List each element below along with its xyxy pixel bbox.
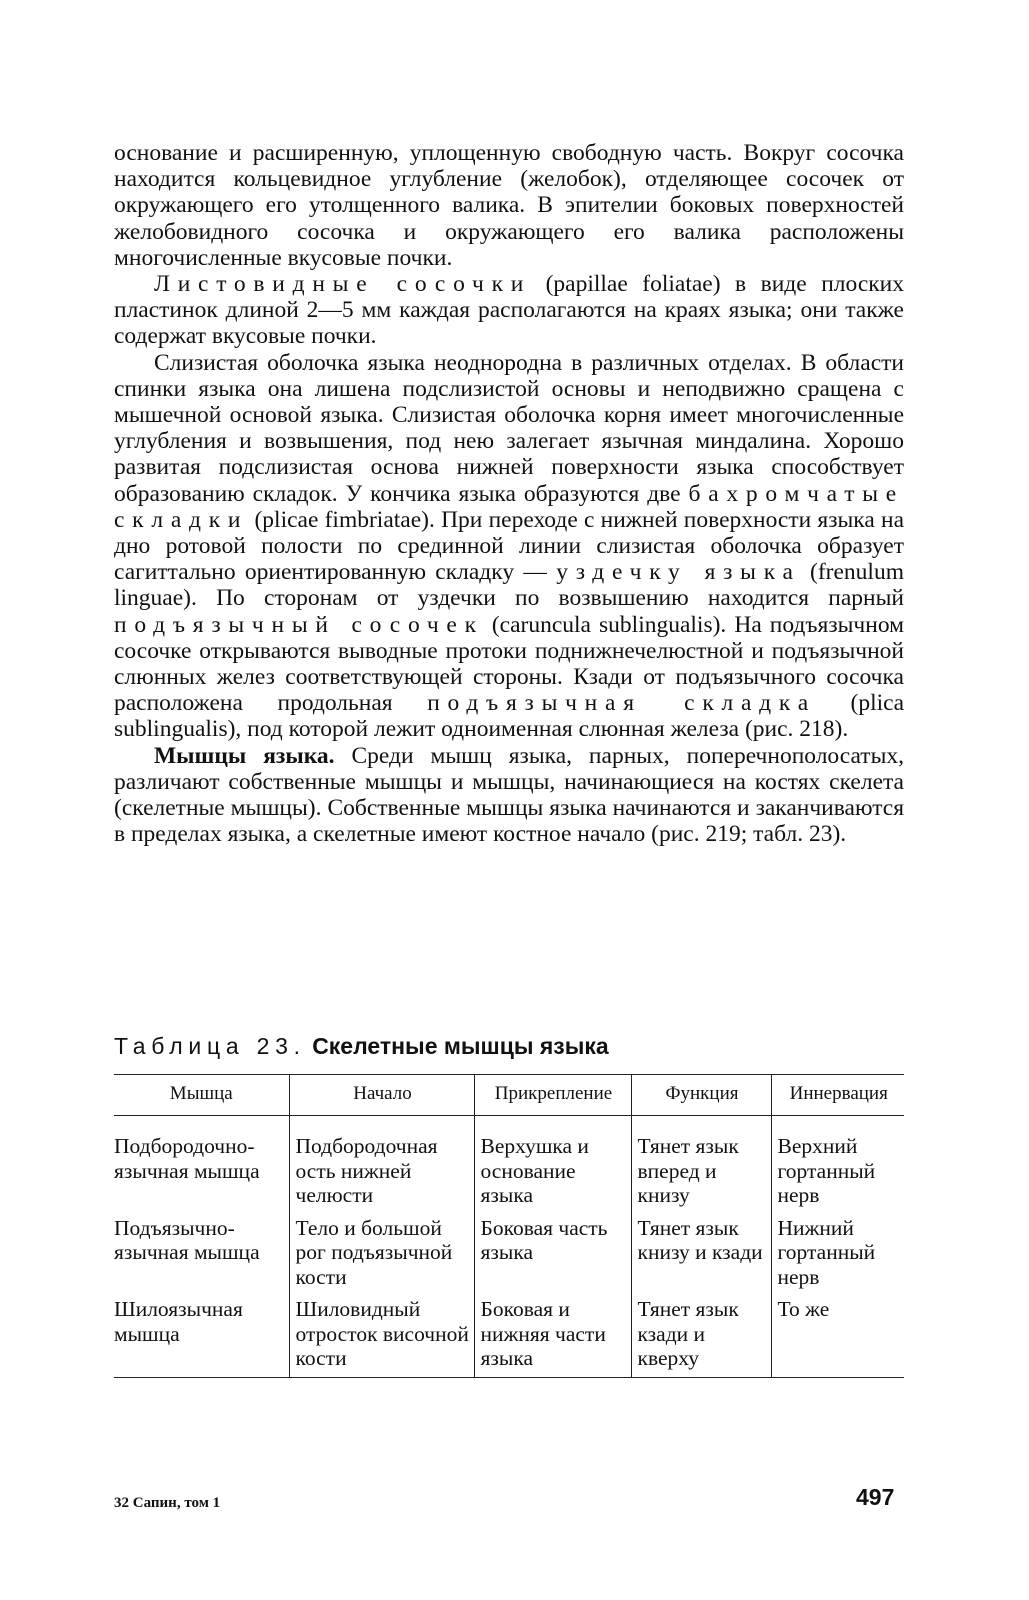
header-muscle: Мышца (114, 1075, 289, 1116)
term-fimbriated-folds: бахромчатые складки (114, 480, 904, 533)
table-cell: Шиловидный отросток височной кости (289, 1293, 474, 1377)
term-sublingual-fold: подъязычная складка (427, 690, 816, 717)
table-cell: Боковая и нижняя части языка (474, 1293, 631, 1377)
table-caption (114, 1033, 609, 1060)
table-cell: То же (771, 1293, 904, 1377)
table-cell: Верхний гортанный нерв (771, 1116, 904, 1212)
header-origin: Начало (289, 1075, 474, 1116)
paragraph-2 (114, 271, 904, 350)
paragraph-4-text: Среди мышц языка, парных, поперечнополосатых, различают собственные мышцы и мышцы, начинающиеся на костях скелета (скелетные мышцы). Собственные мышцы языка начинаются и заканчиваются в пределах языка, а скелетные имеют костное начало (рис. 219; табл. 23). (114, 742, 904, 848)
header-innervation: Иннервация (771, 1075, 904, 1116)
table-cell: Нижний гортанный нерв (771, 1212, 904, 1294)
paragraph-3 (114, 350, 904, 743)
table-cell: Боковая часть языка (474, 1212, 631, 1294)
paragraph-3-text-d: (caruncula sublingualis). На подъязычном сосочке открываются выводные протоки поднижнечелюстной и подъязычной слюнных желез соответствующей стороны. Кзади от подъязычного сосочка расположена продольная (114, 611, 904, 717)
table-cell: Тянет язык книзу и кзади (631, 1212, 771, 1294)
term-sublingual-caruncle: подъязычный сосочек (114, 611, 484, 638)
term-foliate-papillae: Листовидные сосочки (154, 271, 532, 298)
muscles-table (114, 1074, 904, 1378)
section-heading-tongue-muscles: Мышцы языка. (154, 742, 335, 769)
table-row (114, 1212, 904, 1294)
table-cell: Тянет язык вперед и книзу (631, 1116, 771, 1212)
table-caption-label: Таблица 23. (114, 1033, 306, 1059)
header-insertion: Прикрепление (474, 1075, 631, 1116)
table-cell: Тянет язык кзади и кверху (631, 1293, 771, 1377)
paragraph-3-text-e: (plica sublingualis), под которой лежит одноименная слюнная железа (рис. 218). (114, 690, 905, 743)
paragraph-3-text-b: (plicae fimbriatae). При переходе с нижней поверхности языка на дно ротовой полости по срединной линии слизистая оболочка образует сагиттально ориентированную складку — (114, 506, 904, 586)
body-text (114, 140, 904, 847)
paragraph-4 (114, 743, 904, 848)
paragraph-2-text: (papillae foliatae) в виде плоских пластинок длиной 2—5 мм каждая располагаются на краях языка; они также содержат вкусовые почки. (114, 271, 905, 350)
header-function: Функция (631, 1075, 771, 1116)
table-header-row (114, 1075, 904, 1116)
signature-mark: 32 Сапин, том 1 (114, 1495, 221, 1511)
table-cell: Тело и большой рог подъязычной кости (289, 1212, 474, 1294)
table-row (114, 1116, 904, 1212)
paragraph-3-text-c: (frenulum linguae). По сторонам от уздечки по возвышению находится парный (114, 559, 904, 612)
paragraph-1: основание и расширенную, уплощенную свободную часть. Вокруг сосочка находится кольцевидное углубление (желобок), отделяющее сосочек от окружающего его утолщенного валика. В эпителии боковых поверхностей желобовидного сосочка и окружающего его валика расположены многочисленные вкусовые почки. (114, 140, 904, 271)
paragraph-3-text-a: Слизистая оболочка языка неоднородна в различных отделах. В области спинки языка она лишена подслизистой основы и неподвижно сращена с мышечной основой языка. Слизистая оболочка корня имеет многочисленные углубления и возвышения, под нею залегает язычная миндалина. Хорошо развитая подслизистая основа нижней поверхности языка способствует образованию складок. У кончика языка образуются две (114, 349, 904, 507)
term-frenulum: уздечку языка (556, 559, 801, 586)
table-cell: Подъязычно-язычная мышца (114, 1215, 260, 1264)
table-cell: Подбородочно-язычная мышца (114, 1134, 260, 1183)
table-row (114, 1293, 904, 1377)
page-number: 497 (856, 1484, 895, 1510)
table-cell: Шилоязычная мышца (114, 1293, 289, 1377)
table-cell: Верхушка и основание языка (474, 1116, 631, 1212)
table-caption-title: Скелетные мышцы языка (312, 1033, 609, 1059)
table-cell: Подбородочная ость нижней челюсти (289, 1116, 474, 1212)
